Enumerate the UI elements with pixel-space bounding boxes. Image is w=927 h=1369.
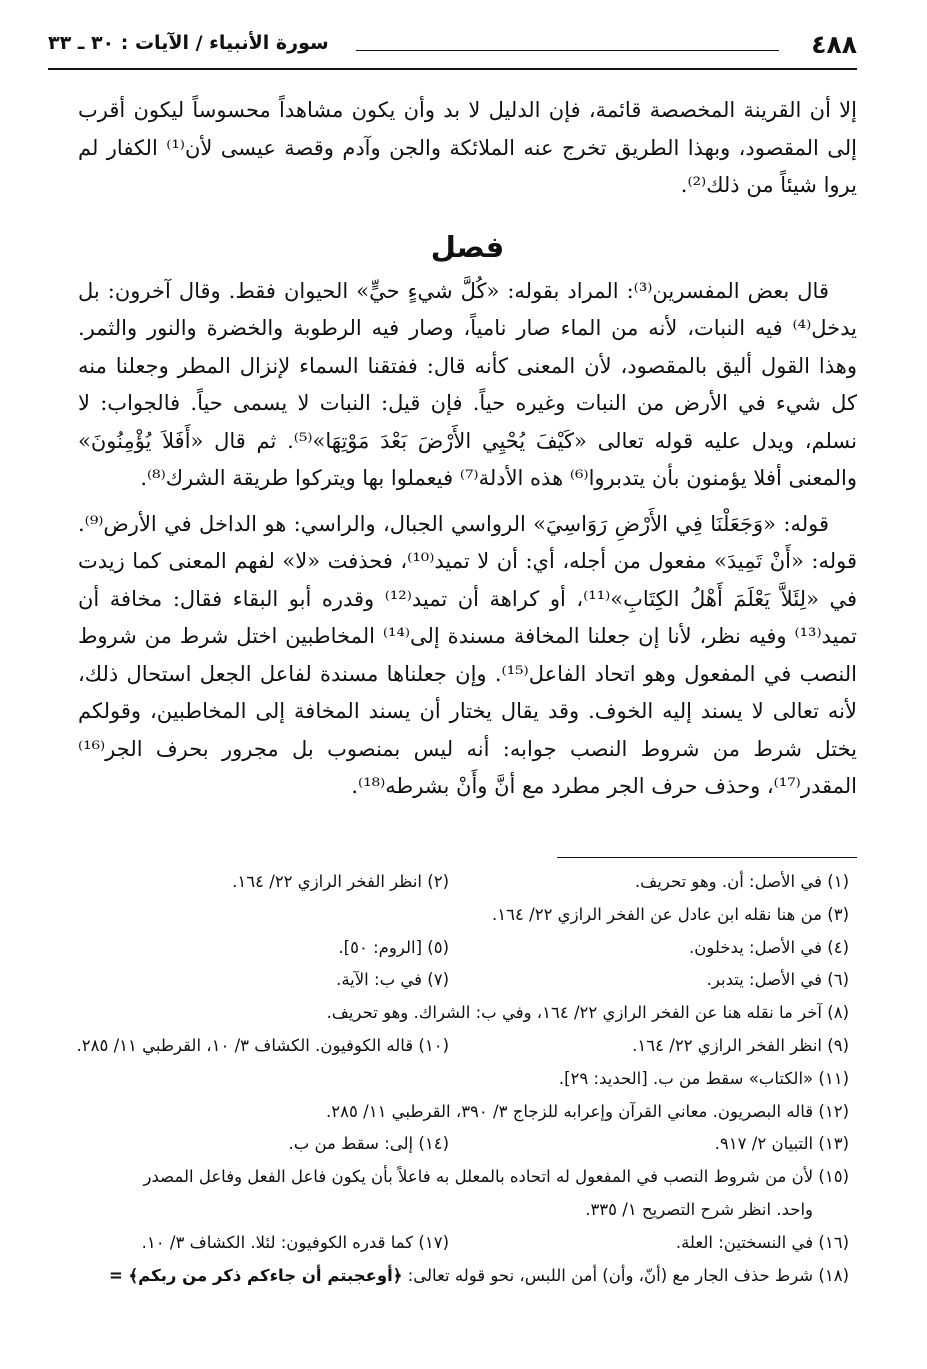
- footnote-13: (١٣) التبيان ٢/ ٩١٧.: [714, 1134, 849, 1154]
- footnote-18-quote: ﴿أوعجبتم أن جاءكم ذكر من ربكم﴾ =: [108, 1265, 403, 1285]
- footnote-18: [109, 1260, 849, 1293]
- footnote-6: (٦) في الأصل: يتدبر.: [706, 970, 849, 990]
- header-dash-line: [356, 50, 779, 51]
- section-heading: فصل: [430, 229, 505, 264]
- footnote-line: [78, 866, 849, 899]
- footnote-2: (٢) انظر الفخر الرازي ٢٢/ ١٦٤.: [232, 872, 449, 891]
- footnote-line: [78, 997, 849, 1030]
- footnote-line: [78, 1030, 849, 1063]
- footnote-line: [78, 1161, 849, 1194]
- footnote-line: [78, 1227, 849, 1260]
- footnote-line: [78, 1128, 849, 1161]
- footnote-15: (١٥) لأن من شروط النصب في المفعول له اتحاده بالمعلل به فاعلاً بأن يكون فاعل الفعل وفاعل المصدر: [143, 1167, 849, 1187]
- footnote-line: [78, 1260, 849, 1293]
- footnote-line: [78, 1096, 849, 1129]
- body-paragraph-3: قوله: «وَجَعَلْنَا فِي الأَرْضِ رَوَاسِيَ» الرواسي الجبال، والراسي: هو الداخل في الأرض⁽⁹⁾. قوله: «أَنْ تَمِيدَ» مفعول من أجله، أي: أن لا تميد⁽¹⁰⁾، فحذفت «لا» لفهم المعنى كما زيدت في «لِئَلاَّ يَعْلَمَ أَهْلُ الكِتَابِ»⁽¹¹⁾، أو كراهة أن تميد⁽¹²⁾ وقدره أبو البقاء فقال: مخافة أن تميد⁽¹³⁾ وفيه نظر، لأنا إن جعلنا المخافة مسندة إلى⁽¹⁴⁾ المخاطبين اختل شرط من شروط النصب في المفعول وهو اتحاد الفاعل⁽¹⁵⁾. وإن جعلناها مسندة لفاعل الجعل استحال ذلك، لأنه تعالى لا يسند إليه الخوف. وقد يقال يختار أن يسند المخافة إلى المخاطبين، وقولكم يختل شرط من شروط النصب جوابه: أنه ليس بمنصوب بل مجرور بحرف الجر⁽¹⁶⁾ المقدر⁽¹⁷⁾، وحذف حرف الجر مطرد مع أنَّ وأَنْ بشرطه⁽¹⁸⁾.: [78, 511, 858, 798]
- header-rule: [48, 68, 857, 70]
- footnote-line: [78, 964, 849, 997]
- body-paragraph-1: إلا أن القرينة المخصصة قائمة، فإن الدليل لا بد وأن يكون مشاهداً محسوساً ليكون أقرب إلى المقصود، وبهذا الطريق تخرج عنه الملائكة والجن وآدم وقصة عيسى لأن⁽¹⁾ الكفار لم يروا شيئاً من ذلك⁽²⁾.: [78, 98, 857, 197]
- footnote-line: [78, 899, 849, 932]
- footnote-4: (٤) في الأصل: يدخلون.: [689, 937, 849, 957]
- page-body: [78, 92, 857, 806]
- footnote-5: (٥) [الروم: ٥٠].: [338, 937, 449, 957]
- footnote-line: [78, 1063, 849, 1096]
- body-paragraph-2: قال بعض المفسرين⁽³⁾: المراد بقوله: «كُلَّ شيءٍ حيٍّ» الحيوان فقط. وقال آخرون: بل يدخل⁽⁴⁾ فيه النبات، لأنه من الماء صار نامياً، وصار فيه الرطوبة والخضرة والنور والثمر. وهذا القول أليق بالمقصود، لأن المعنى كأنه قال: ففتقنا السماء لإنزال المطر وجعلنا منه كل شيء في الأرض من النبات وغيره حياً. فإن قيل: النبات لا يسمى حياً. فالجواب: لا نسلم، ويدل عليه قوله تعالى «كَيْفَ يُحْيِي الأَرْضَ بَعْدَ مَوْتِهَا»⁽⁵⁾. ثم قال «أَفَلاَ يُؤْمِنُونَ» والمعنى أفلا يؤمنون بأن يتدبروا⁽⁶⁾ هذه الأدلة⁽⁷⁾ فيعملوا بها ويتركوا طريقة الشرك⁽⁸⁾.: [78, 278, 857, 490]
- running-title: سورة الأنبياء / الآيات : ٣٠ ـ ٣٣: [48, 32, 329, 54]
- footnote-17: (١٧) كما قدره الكوفيون: لئلا. الكشاف ٣/ ١٠.: [141, 1232, 449, 1252]
- footnote-16: (١٦) في النسختين: العلة.: [675, 1232, 849, 1252]
- footnote-9: (٩) انظر الفخر الرازي ٢٢/ ١٦٤.: [632, 1035, 849, 1055]
- footnote-8: (٨) آخر ما نقله هنا عن الفخر الرازي ٢٢/ ١٦٤، وفي ب: الشراك. وهو تحريف.: [326, 1003, 849, 1023]
- footnotes: [78, 866, 849, 1292]
- footnote-18-text: (١٨) شرط حذف الجار مع (أنّ، وأن) أمن اللبس، نحو قوله تعالى:: [407, 1265, 849, 1285]
- page-header: [48, 22, 857, 66]
- footnote-1: (١) في الأصل: أن. وهو تحريف.: [634, 872, 849, 891]
- page-number: ٤٨٨: [811, 30, 857, 59]
- footnote-line: [78, 932, 849, 965]
- footnote-line: [78, 1194, 849, 1227]
- footnote-3: (٣) من هنا نقله ابن عادل عن الفخر الرازي ٢٢/ ١٦٤.: [492, 904, 849, 924]
- footnote-rule: [557, 857, 857, 858]
- footnote-10: (١٠) قاله الكوفيون. الكشاف ٣/ ١٠، القرطبي ١١/ ٢٨٥.: [76, 1035, 449, 1055]
- footnote-14: (١٤) إلى: سقط من ب.: [288, 1134, 449, 1154]
- footnote-7: (٧) في ب: الآية.: [336, 970, 449, 990]
- footnote-11: (١١) «الكتاب» سقط من ب. [الحديد: ٢٩].: [558, 1068, 849, 1088]
- footnote-12: (١٢) قاله البصريون. معاني القرآن وإعرابه للزجاج ٣/ ٣٩٠، القرطبي ١١/ ٢٨٥.: [326, 1101, 849, 1121]
- footnote-15-continuation: واحد. انظر شرح التصريح ١/ ٣٣٥.: [585, 1199, 813, 1219]
